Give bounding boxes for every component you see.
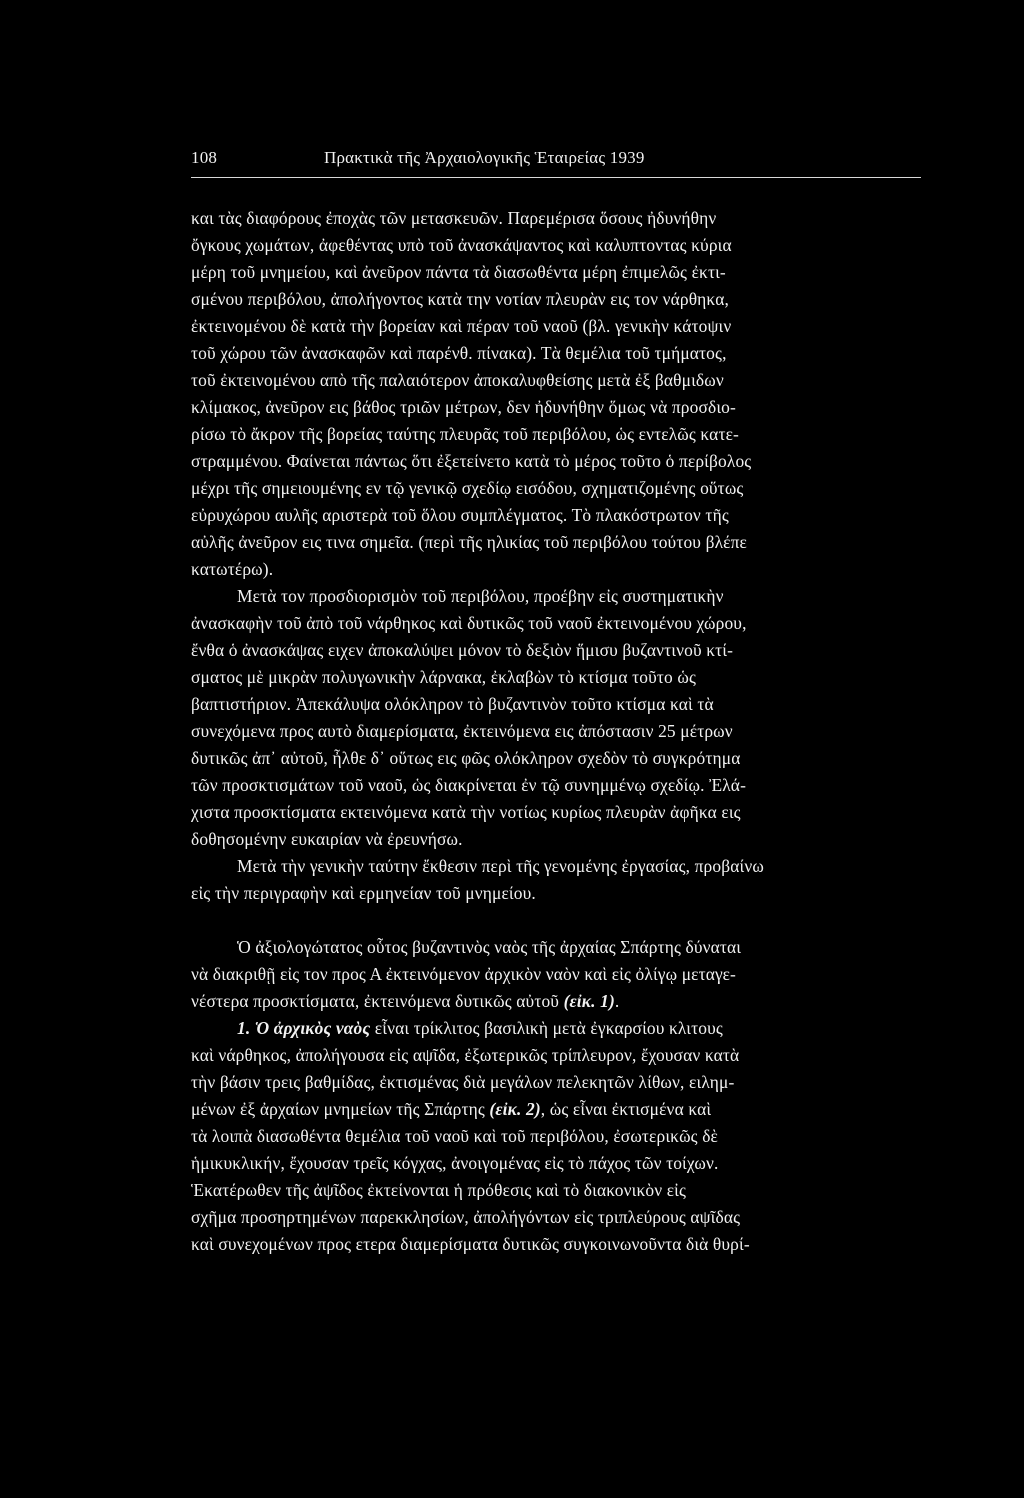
line-text: μέχρι τῆς σημειουμένης εν τῷ γενικῷ σχεδίῳ εισόδου, σχηματιζομένης οὕτως	[191, 478, 744, 498]
line-text: αὐλῆς ἀνεῦρον εις τινα σημεῖα. (περὶ τῆς ηλικίας τοῦ περιβόλου τούτου βλέπε	[191, 532, 747, 552]
page-number: 108	[191, 148, 218, 167]
line-text: εὐρυχώρου αυλῆς αριστερὰ τοῦ ὅλου συμπλέγματος. Τὸ πλακόστρωτον τῆς	[191, 505, 729, 525]
line-text: ἐκτεινομένου δὲ κατὰ τὴν βορείαν καὶ πέραν τοῦ ναοῦ (βλ. γενικὴν κάτοψιν	[191, 316, 732, 336]
line-text: δυτικῶς ἀπ᾽ αὐτοῦ, ἦλθε δ᾽ οὕτως εις φῶς ολόκληρον σχεδὸν τὸ συγκρότημα	[191, 748, 741, 768]
text-line	[191, 1150, 921, 1177]
text-line	[191, 988, 921, 1015]
line-text: Ἑκατέρωθεν τῆς ἀψῖδος ἐκτείνονται ἡ πρόθεσις καὶ τὸ διακονικὸν εἰς	[191, 1180, 687, 1200]
text-line	[191, 1042, 921, 1069]
text-line	[191, 205, 921, 232]
line-text: καὶ νάρθηκος, ἀπολήγουσα εἰς αψῖδα, ἐξωτερικῶς τρίπλευρον, ἔχουσαν κατὰ	[191, 1045, 740, 1065]
text-line	[191, 1204, 921, 1231]
line-text-continued: .	[614, 991, 620, 1011]
line-text: χιστα προσκτίσματα εκτεινόμενα κατὰ τὴν νοτίως κυρίως πλευρὰν ἀφῆκα εις	[191, 802, 741, 822]
text-line	[191, 259, 921, 286]
line-text: κατωτέρω).	[191, 559, 274, 579]
text-line	[191, 556, 921, 583]
text-line	[191, 475, 921, 502]
text-line	[191, 232, 921, 259]
text-line	[191, 1069, 921, 1096]
line-text: μένων ἐξ ἀρχαίων μνημείων τῆς Σπάρτης	[191, 1099, 490, 1119]
section-heading: 1. Ὁ ἀρχικὸς ναὸς	[237, 1018, 371, 1038]
text-line	[191, 691, 921, 718]
text-line	[191, 448, 921, 475]
text-line	[191, 1177, 921, 1204]
text-line	[191, 610, 921, 637]
text-line	[191, 934, 921, 961]
line-text: νέστερα προσκτίσματα, ἐκτεινόμενα δυτικῶς αὐτοῦ	[191, 991, 564, 1011]
text-line	[191, 880, 921, 907]
journal-title: Πρακτικὰ τῆς Ἀρχαιολογικῆς Ἑταιρείας 1939	[324, 148, 645, 167]
text-line	[191, 394, 921, 421]
line-text: Ὁ ἀξιολογώτατος οὗτος βυζαντινὸς ναὸς τῆς ἀρχαίας Σπάρτης δύναται	[237, 937, 742, 957]
line-text-continued: εἶναι τρίκλιτος βασιλικὴ μετὰ ἐγκαρσίου κλιτους	[370, 1018, 723, 1038]
line-text: καὶ συνεχομένων προς ετερα διαμερίσματα δυτικῶς συγκοινωνοῦντα διὰ θυρί-	[191, 1234, 750, 1254]
running-head	[191, 148, 921, 176]
figure-reference: (εἰκ. 1)	[563, 991, 615, 1011]
line-text: ἀνασκαφὴν τοῦ ἀπὸ τοῦ νάρθηκος καὶ δυτικῶς τοῦ ναοῦ ἐκτεινομένου χώρου,	[191, 613, 747, 633]
line-text-continued: , ὡς εἶναι ἐκτισμένα καὶ	[540, 1099, 712, 1119]
figure-reference: (εἰκ. 2)	[489, 1099, 541, 1119]
line-text: τοῦ χώρου τῶν ἀνασκαφῶν καὶ παρένθ. πίνακα). Τὰ θεμέλια τοῦ τμήματος,	[191, 343, 727, 363]
line-text: εἰς τὴν περιγραφὴν καὶ ερμηνείαν τοῦ μνημείου.	[191, 883, 536, 903]
text-line	[191, 313, 921, 340]
text-line	[191, 1096, 921, 1123]
text-line	[191, 286, 921, 313]
header-rule	[191, 177, 921, 178]
line-text: τὰ λοιπὰ διασωθέντα θεμέλια τοῦ ναοῦ καὶ τοῦ περιβόλου, ἐσωτερικῶς δὲ	[191, 1126, 718, 1146]
body-text	[191, 205, 921, 1258]
text-line	[191, 529, 921, 556]
line-text: μέρη τοῦ μνημείου, καὶ ἀνεῦρον πάντα τὰ διασωθέντα μέρη ἐπιμελῶς ἐκτι-	[191, 262, 726, 282]
text-line	[191, 1015, 921, 1042]
text-line	[191, 961, 921, 988]
line-text: σμένου περιβόλου, ἀπολήγοντος κατὰ την νοτίαν πλευρὰν εις τον νάρθηκα,	[191, 289, 729, 309]
line-text: ἔνθα ὁ ἀνασκάψας ειχεν ἀποκαλύψει μόνον τὸ δεξιὸν ἥμισυ βυζαντινοῦ κτί-	[191, 640, 734, 660]
line-text: δοθησομένην ευκαιρίαν νὰ ἐρευνήσω.	[191, 829, 463, 849]
text-line	[191, 637, 921, 664]
text-line	[191, 745, 921, 772]
text-line	[191, 826, 921, 853]
text-line	[191, 502, 921, 529]
line-text: Μετὰ τον προσδιορισμὸν τοῦ περιβόλου, προέβην εἰς συστηματικὴν	[237, 586, 724, 606]
line-text: ρίσω τὸ ἄκρον τῆς βορείας ταύτης πλευρᾶς τοῦ περιβόλου, ὡς εντελῶς κατε-	[191, 424, 739, 444]
paragraph-gap	[191, 907, 921, 934]
text-line	[191, 1231, 921, 1258]
line-text: Μετὰ τὴν γενικὴν ταύτην ἔκθεσιν περὶ τῆς γενομένης ἐργασίας, προβαίνω	[237, 856, 764, 876]
line-text: σματος μὲ μικρὰν πολυγωνικὴν λάρνακα, ἐκλαβὼν τὸ κτίσμα τοῦτο ὡς	[191, 667, 697, 687]
text-line	[191, 664, 921, 691]
text-line	[191, 799, 921, 826]
text-line	[191, 853, 921, 880]
line-text: κλίμακος, ἀνεῦρον εις βάθος τριῶν μέτρων, δεν ἠδυνήθην ὅμως νὰ προσδιο-	[191, 397, 736, 417]
line-text: βαπτιστήριον. Ἀπεκάλυψα ολόκληρον τὸ βυζαντινὸν τοῦτο κτίσμα καὶ τὰ	[191, 694, 714, 714]
line-text: συνεχόμενα προς αυτὸ διαμερίσματα, ἐκτεινόμενα εις ἀπόστασιν 25 μέτρων	[191, 721, 733, 741]
text-line	[191, 718, 921, 745]
line-text: νὰ διακριθῇ εἰς τον προς Α ἐκτεινόμενον ἀρχικὸν ναὸν καὶ εἰς ὀλίγῳ μεταγε-	[191, 964, 736, 984]
text-line	[191, 421, 921, 448]
line-text: στραμμένου. Φαίνεται πάντως ὅτι ἐξετείνετο κατὰ τὸ μέρος τοῦτο ὁ περίβολος	[191, 451, 752, 471]
line-text: ἡμικυκλικήν, ἔχουσαν τρεῖς κόγχας, ἀνοιγομένας εἰς τὸ πάχος τῶν τοίχων.	[191, 1153, 719, 1173]
text-line	[191, 1123, 921, 1150]
text-line	[191, 772, 921, 799]
line-text: τῶν προσκτισμάτων τοῦ ναοῦ, ὡς διακρίνεται ἐν τῷ συνημμένῳ σχεδίῳ. Ἐλά-	[191, 775, 747, 795]
line-text: ὄγκους χωμάτων, ἀφεθέντας υπὸ τοῦ ἀνασκάψαντος καὶ καλυπτοντας κύρια	[191, 235, 732, 255]
line-text: τὴν βάσιν τρεις βαθμίδας, ἐκτισμένας διὰ μεγάλων πελεκητῶν λίθων, ειλημ-	[191, 1072, 735, 1092]
line-text: σχῆμα προσηρτημένων παρεκκλησίων, ἀπολήγόντων εἰς τριπλεύρους αψῖδας	[191, 1207, 741, 1227]
text-line	[191, 367, 921, 394]
line-text: και τὰς διαφόρους ἐποχὰς τῶν μετασκευῶν. Παρεμέρισα ὅσους ἠδυνήθην	[191, 208, 717, 228]
line-text: τοῦ ἐκτεινομένου απὸ τῆς παλαιότερον ἀποκαλυφθείσης μετὰ ἐξ βαθμιδων	[191, 370, 724, 390]
text-line	[191, 340, 921, 367]
text-line	[191, 583, 921, 610]
